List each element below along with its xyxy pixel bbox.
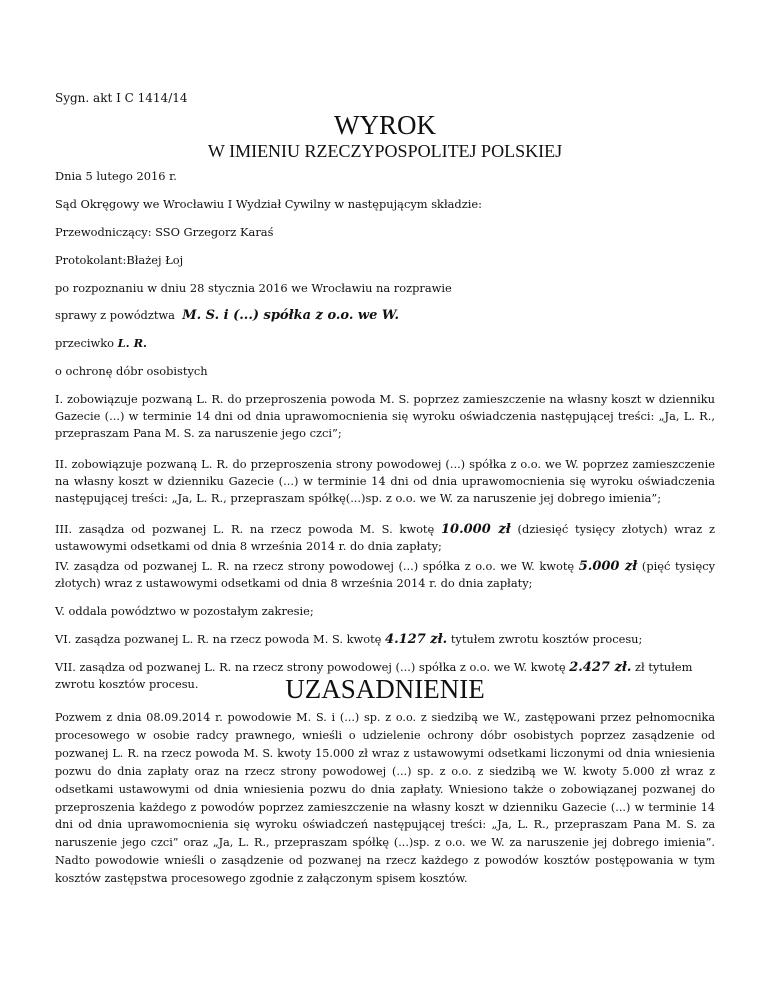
justification-heading: UZASADNIENIE <box>285 674 485 704</box>
point-7-text: VII. zasądza od pozwanej L. R. na rzecz strony powodowej (...) spółka z o.o. we W. kwotę <box>55 660 566 674</box>
point-4-text-after: (pięć tysięcy złotych) wraz z ustawowymi odsetkami od dnia 8 września 2014 r. do dnia zapłaty; <box>55 559 716 590</box>
point-5: V. oddala powództwo w pozostałym zakresie; <box>55 604 314 618</box>
plaintiff-prefix: sprawy z powództwa <box>55 308 175 322</box>
presiding-judge: Przewodniczący: SSO Grzegorz Karaś <box>55 225 274 239</box>
plaintiff-name: M. S. i (...) spółka z o.o. we W. <box>182 308 400 323</box>
hearing-info: po rozpoznaniu w dniu 28 stycznia 2016 we Wrocławiu na rozprawie <box>55 281 452 295</box>
point-4-amount: 5.000 zł <box>578 559 638 574</box>
point-3-amount: 10.000 zł <box>441 522 511 537</box>
court-clerk: Protokolant:Błażej Łoj <box>55 253 184 267</box>
case-number: Sygn. akt I C 1414/14 <box>55 91 188 105</box>
document-title: WYROK <box>334 110 436 140</box>
point-2: II. zobowiązuje pozwaną L. R. do przeproszenia strony powodowej (...) spółka z o.o. we W. poprzez zamieszczenie na własny koszt w dzienniku Gazecie (...) w terminie 14 dni od dnia uprawomocnienia się wyroku oświadczenia następującej treści: „Ja, L. R., przepraszam spółkę(...)sp. z o.o. we W. za naruszenie jej dobrego imienia”; <box>55 457 715 505</box>
point-6-text: VI. zasądza pozwanej L. R. na rzecz powoda M. S. kwotę <box>55 632 382 646</box>
defendant-name: L. R. <box>117 336 148 350</box>
point-3-text-after: (dziesięć tysięcy złotych) wraz z ustawowymi odsetkami od dnia 8 września 2014 r. do dnia zapłaty; <box>55 522 716 553</box>
point-3 <box>55 521 715 555</box>
justification-text: Pozwem z dnia 08.09.2014 r. powodowie M. S. i (...) sp. z o.o. z siedzibą we W., zastępowani przez pełnomocnika procesowego w osobie radcy prawnego, wnieśli o udzielenie ochrony dóbr osobistych poprzez zasądzenie od pozwanej L. R. na rzecz powoda M. S. kwoty 15.000 zł wraz z ustawowymi odsetkami liczonymi od dnia wniesienia pozwu do dnia zapłaty oraz na rzecz strony powodowej (...) sp. z o.o. z siedzibą we W. kwoty 5.000 zł wraz z odsetkami ustawowymi od dnia wniesienia pozwu do dnia zapłaty. Wniesiono także o zobowiązanej pozwanej do przeproszenia każdego z powodów poprzez zamieszczenie na własny koszt w dzienniku Gazecie (...) w terminie 14 dni od dnia uprawomocnienia się wyroku oświadczeń następującej treści: „Ja, L. R., przepraszam Pana M. S. za naruszenie jego czci” oraz „Ja, L. R., przepraszam spółkę (...)sp. z o.o. we W. za naruszenie jej dobrego imienia”. Nadto powodowie wnieśli o zasądzenie od pozwanej na rzecz każdego z powodów kosztów postępowania w tym kosztów zastępstwa procesowego zgodnie z załączonym spisem kosztów. <box>55 711 715 886</box>
point-7-amount: 2.427 zł. <box>569 660 632 675</box>
judgment-date: Dnia 5 lutego 2016 r. <box>55 169 177 183</box>
point-4 <box>55 558 715 592</box>
point-6-amount: 4.127 zł. <box>385 632 448 647</box>
point-3-text: III. zasądza od pozwanej L. R. na rzecz powoda M. S. kwotę <box>55 522 435 536</box>
case-subject: o ochronę dóbr osobistych <box>55 364 208 378</box>
defendant-line <box>55 335 715 352</box>
point-1: I. zobowiązuje pozwaną L. R. do przeproszenia powoda M. S. poprzez zamieszczenie na własny koszt w dzienniku Gazecie (...) w terminie 14 dni od dnia uprawomocnienia się wyroku oświadczenia następującej treści: „Ja, L. R., przepraszam Pana M. S. za naruszenie jego czci”; <box>55 392 715 440</box>
point-4-text: IV. zasądza od pozwanej L. R. na rzecz strony powodowej (...) spółka z o.o. we W. kwotę <box>55 559 575 573</box>
plaintiff-line <box>55 307 715 324</box>
point-6 <box>55 631 715 648</box>
defendant-prefix: przeciwko <box>55 336 115 350</box>
point-7-text-after: zł tytułem zwrotu kosztów procesu. <box>55 660 693 691</box>
point-6-text-after: tytułem zwrotu kosztów procesu; <box>450 632 643 646</box>
document-subtitle: W IMIENIU RZECZYPOSPOLITEJ POLSKIEJ <box>207 141 563 161</box>
court-composition: Sąd Okręgowy we Wrocławiu I Wydział Cywilny w następującym składzie: <box>55 197 482 211</box>
